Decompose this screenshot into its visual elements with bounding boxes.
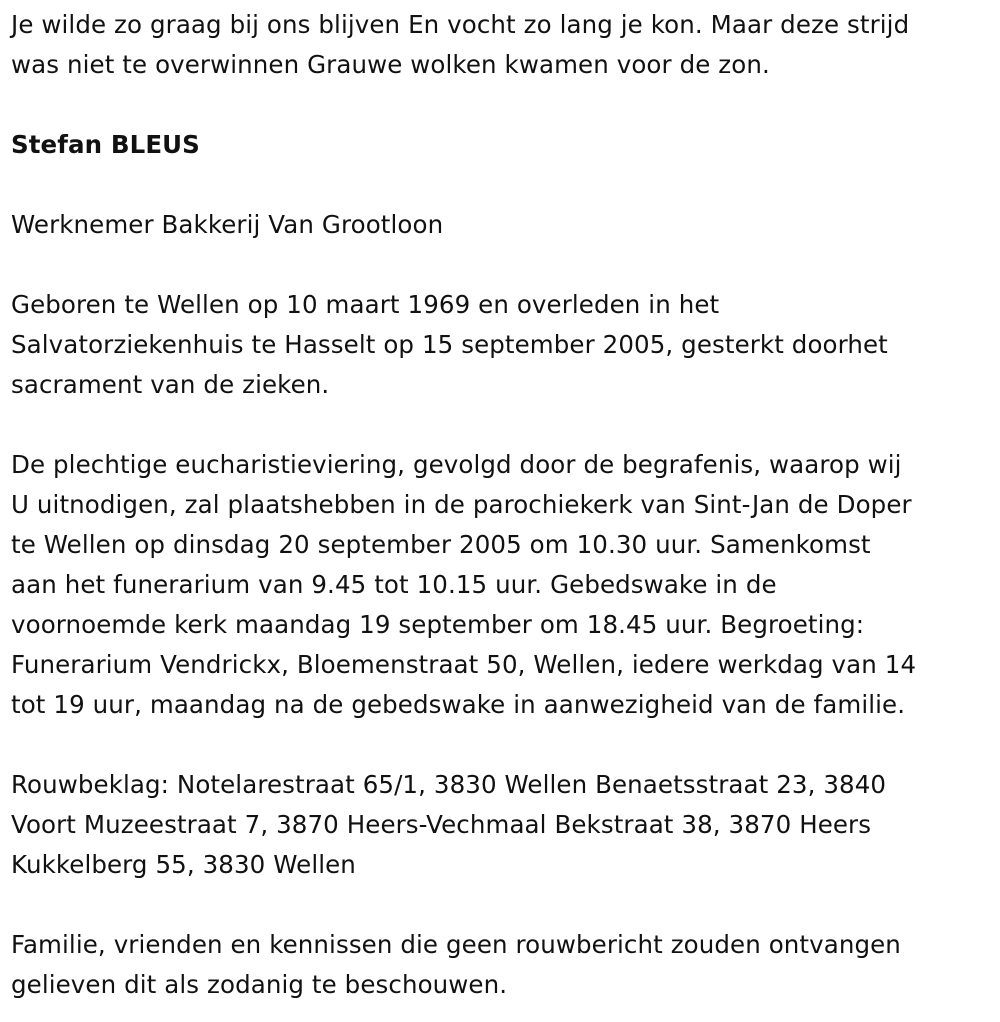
ceremony-line: te Wellen op dinsdag 20 september 2005 om 10.30 uur. Samenkomst — [11, 530, 871, 559]
condolences-line: Voort Muzeestraat 7, 3870 Heers-Vechmaal Bekstraat 38, 3870 Heers — [11, 810, 872, 839]
ceremony-paragraph — [11, 445, 991, 725]
birth-death-paragraph — [11, 285, 991, 405]
closing-line: Familie, vrienden en kennissen die geen rouwbericht zouden ontvangen — [11, 930, 901, 959]
intro-poem — [11, 5, 991, 85]
obituary-document — [11, 5, 991, 1005]
birth-death-line: Salvatorziekenhuis te Hasselt op 15 september 2005, gesterkt doorhet — [11, 330, 888, 359]
closing-line: gelieven dit als zodanig te beschouwen. — [11, 970, 508, 999]
ceremony-line: U uitnodigen, zal plaatshebben in de parochiekerk van Sint-Jan de Doper — [11, 490, 912, 519]
intro-line: was niet te overwinnen Grauwe wolken kwamen voor de zon. — [11, 50, 770, 79]
ceremony-line: De plechtige eucharistieviering, gevolgd door de begrafenis, waarop wij — [11, 450, 902, 479]
ceremony-line: aan het funerarium van 9.45 tot 10.15 uur. Gebedswake in de — [11, 570, 777, 599]
deceased-name: Stefan BLEUS — [11, 130, 200, 159]
condolences-line: Kukkelberg 55, 3830 Wellen — [11, 850, 356, 879]
condolences-paragraph — [11, 765, 991, 885]
ceremony-line: tot 19 uur, maandag na de gebedswake in aanwezigheid van de familie. — [11, 690, 906, 719]
condolences-line: Rouwbeklag: Notelarestraat 65/1, 3830 Wellen Benaetsstraat 23, 3840 — [11, 770, 887, 799]
ceremony-line: voornoemde kerk maandag 19 september om 18.45 uur. Begroeting: — [11, 610, 865, 639]
deceased-occupation: Werknemer Bakkerij Van Grootloon — [11, 210, 444, 239]
closing-paragraph — [11, 925, 991, 1005]
ceremony-line: Funerarium Vendrickx, Bloemenstraat 50, Wellen, iedere werkdag van 14 — [11, 650, 917, 679]
intro-line: Je wilde zo graag bij ons blijven En vocht zo lang je kon. Maar deze strijd — [11, 10, 910, 39]
birth-death-line: sacrament van de zieken. — [11, 370, 330, 399]
birth-death-line: Geboren te Wellen op 10 maart 1969 en overleden in het — [11, 290, 720, 319]
